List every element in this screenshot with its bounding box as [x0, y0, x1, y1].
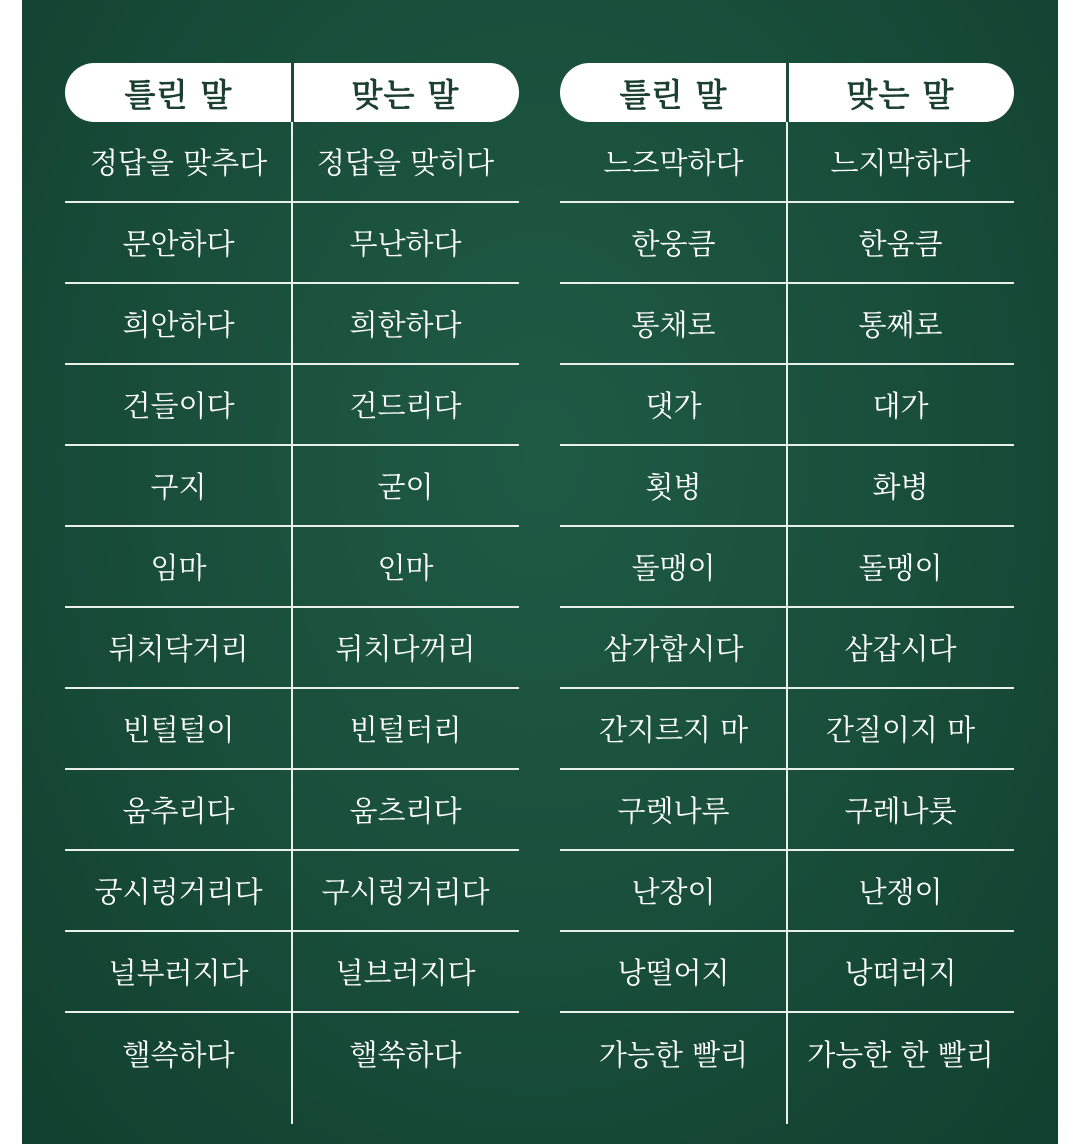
correct-word: 가능한 한 빨리 [807, 1038, 994, 1072]
column-divider [786, 122, 788, 1124]
header-divider [786, 63, 789, 122]
header-correct: 맞는 말 [846, 75, 955, 114]
spelling-table-right [560, 63, 1014, 1094]
correct-word: 희한하다 [349, 308, 462, 342]
table-header [65, 63, 519, 122]
correct-word: 뒤치다꺼리 [335, 632, 476, 666]
wrong-word: 희안하다 [122, 308, 235, 342]
correct-word: 돌멩이 [858, 551, 943, 585]
correct-word: 한움큼 [858, 227, 943, 261]
wrong-word: 건들이다 [122, 389, 235, 423]
wrong-word: 구지 [150, 470, 207, 504]
correct-word: 정답을 맞히다 [316, 146, 495, 180]
wrong-word: 널부러지다 [108, 956, 249, 990]
wrong-word: 횟병 [645, 470, 702, 504]
correct-word: 굳이 [377, 470, 434, 504]
correct-word: 무난하다 [349, 227, 462, 261]
wrong-word: 궁시렁거리다 [94, 875, 263, 909]
correct-word: 낭떠러지 [844, 956, 957, 990]
correct-word: 화병 [872, 470, 929, 504]
correct-word: 핼쑥하다 [349, 1038, 462, 1072]
spelling-table-left [65, 63, 519, 1094]
correct-word: 움츠리다 [349, 794, 462, 828]
correct-word: 구시렁거리다 [321, 875, 490, 909]
correct-word: 통째로 [858, 308, 943, 342]
wrong-word: 난장이 [631, 875, 716, 909]
correct-word: 삼갑시다 [844, 632, 957, 666]
table-header [560, 63, 1014, 122]
wrong-word: 낭떨어지 [617, 956, 730, 990]
correct-word: 건드리다 [349, 389, 462, 423]
wrong-word: 한웅큼 [631, 227, 716, 261]
header-divider [291, 63, 294, 122]
wrong-word: 가능한 빨리 [598, 1038, 749, 1072]
wrong-word: 움추리다 [122, 794, 235, 828]
correct-word: 대가 [872, 389, 929, 423]
wrong-word: 문안하다 [122, 227, 235, 261]
wrong-word: 빈털털이 [122, 713, 235, 747]
correct-word: 간질이지 마 [825, 713, 976, 747]
column-divider [291, 122, 293, 1124]
wrong-word: 뒤치닥거리 [108, 632, 249, 666]
wrong-word: 핼쓱하다 [122, 1038, 235, 1072]
correct-word: 느지막하다 [830, 146, 971, 180]
wrong-word: 돌맹이 [631, 551, 716, 585]
correct-word: 구레나룻 [844, 794, 957, 828]
wrong-word: 삼가합시다 [603, 632, 744, 666]
wrong-word: 댓가 [645, 389, 702, 423]
correct-word: 널브러지다 [335, 956, 476, 990]
wrong-word: 구렛나루 [617, 794, 730, 828]
header-correct: 맞는 말 [351, 75, 460, 114]
wrong-word: 간지르지 마 [598, 713, 749, 747]
wrong-word: 정답을 맞추다 [89, 146, 268, 180]
correct-word: 난쟁이 [858, 875, 943, 909]
wrong-word: 느즈막하다 [603, 146, 744, 180]
correct-word: 인마 [377, 551, 434, 585]
header-wrong: 틀린 말 [124, 75, 233, 114]
correct-word: 빈털터리 [349, 713, 462, 747]
wrong-word: 임마 [150, 551, 207, 585]
header-wrong: 틀린 말 [619, 75, 728, 114]
wrong-word: 통채로 [631, 308, 716, 342]
